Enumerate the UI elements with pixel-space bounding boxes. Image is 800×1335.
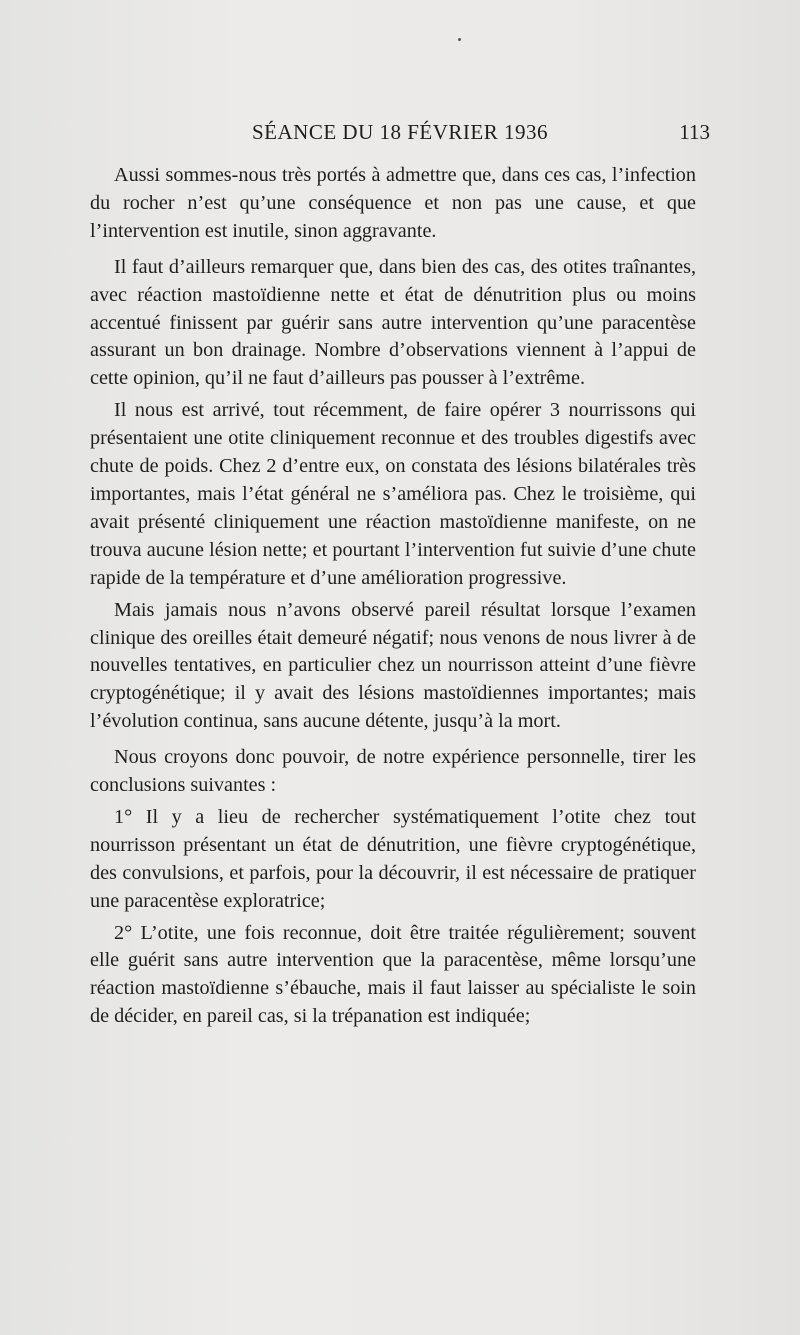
conclusion-1: 1° Il y a lieu de rechercher systématiquement l’otite chez tout nourrisson présentant un état de dénutrition, une fièvre cryptogénétique, des convulsions, et parfois, pour la découvrir, il est nécessaire de pratiquer une paracentèse exploratrice; xyxy=(90,805,696,912)
paragraph-3: Il nous est arrivé, tout récemment, de faire opérer 3 nourrissons qui présentaient une otite cliniquement reconnue et des troubles digestifs avec chute de poids. Chez 2 d’entre eux, on constata des lésions bilatérales très importantes, mais l’état général ne s’améliora pas. Chez le troisième, qui avait présenté cliniquement une réaction mastoïdienne manifeste, on ne trouva aucune lésion nette; et pourtant l’intervention fut suivie d’une chute rapide de la température et d’une amélioration progressive. xyxy=(90,399,696,589)
running-head xyxy=(90,120,710,150)
paragraph-4: Mais jamais nous n’avons observé pareil résultat lorsque l’examen clinique des oreilles était demeuré négatif; nous venons de nous livrer à de nouvelles tentatives, en particulier chez un nourrisson atteint d’une fièvre cryptogénétique; il y avait des lésions mastoïdiennes importantes; mais l’évolution continua, sans aucune détente, jusqu’à la mort. xyxy=(90,598,696,733)
conclusion-2: 2° L’otite, une fois reconnue, doit être traitée régulièrement; souvent elle guérit sans autre intervention que la paracentèse, même lorsqu’une réaction mastoïdienne s’ébauche, mais il faut laisser au spécialiste le soin de décider, en pareil cas, si la trépanation est indiquée; xyxy=(90,921,696,1028)
page-number: 113 xyxy=(679,120,710,144)
paragraph-2: Il faut d’ailleurs remarquer que, dans bien des cas, des otites traînantes, avec réaction mastoïdienne nette et état de dénutrition plus ou moins accentué finissent par guérir sans autre intervention qu’une paracentèse assurant un bon drainage. Nombre d’observations viennent à l’appui de cette opinion, qu’il ne faut d’ailleurs pas pousser à l’extrême. xyxy=(90,255,696,390)
paragraph-5: Nous croyons donc pouvoir, de notre expérience personnelle, tirer les conclusions suivantes : xyxy=(90,746,696,797)
running-head-title: SÉANCE DU 18 FÉVRIER 1936 xyxy=(251,120,548,144)
paragraph-1: Aussi sommes-nous très portés à admettre que, dans ces cas, l’infection du rocher n’est qu’une conséquence et non pas une cause, et que l’intervention est inutile, sinon aggravante. xyxy=(90,164,696,242)
body-text xyxy=(90,162,696,1039)
paper-speck xyxy=(458,38,461,41)
